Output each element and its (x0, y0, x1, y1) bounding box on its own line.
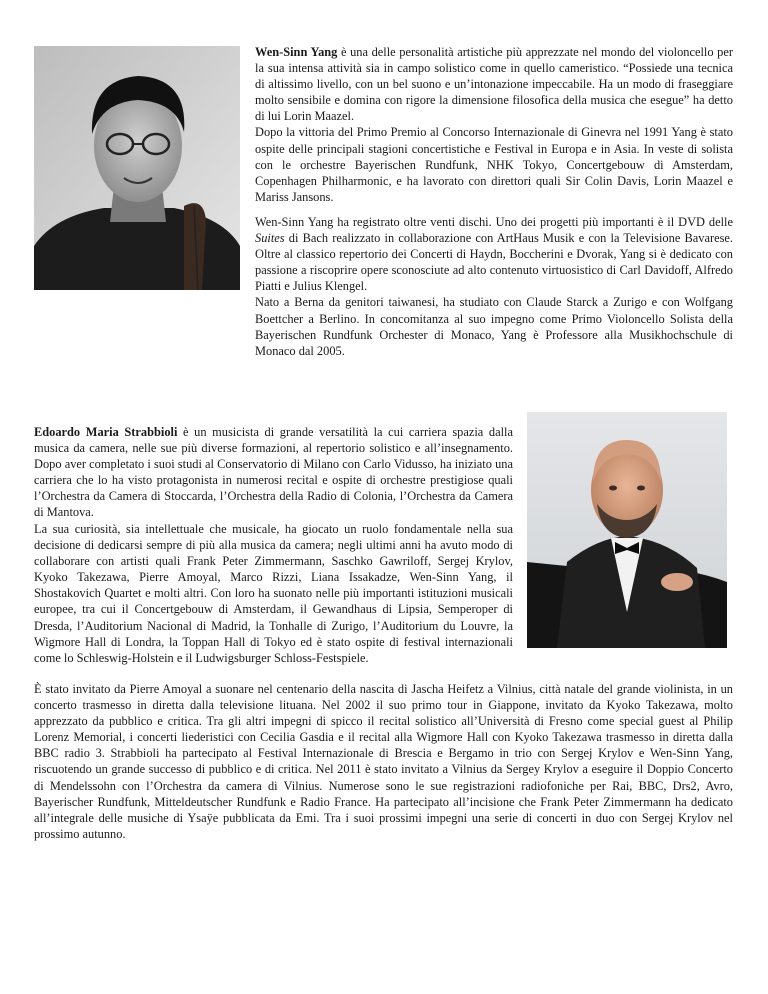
strabbioli-paragraph-3: È stato invitato da Pierre Amoyal a suonare nel centenario della nascita di Jascha Heifetz a Vilnius, città natale del grande violinista, in un concerto trasmesso in diretta dalla televisione lituana. Nel 2002 il suo primo tour in Giappone, invitato da Kyoko Takezawa, molto apprezzato da pubblico e critica. Tra gli altri impegni di spicco il recital solistico all’Università di Fresno come special guest al Philip Lorenz Memorial, i concerti liederistici con Cecilia Gasdia e il recital alla Wigmore Hall con Kyoko Takezawa trasmesso in diretta dalla BBC radio 3. Strabbioli ha partecipato al Festival Internazionale di Brescia e Bergamo in trio con Sergej Krylov e Wen-Sinn Yang, riscuotendo un grande successo di pubblico e di critica. Nel 2011 è stato invitato a Vilnius da Sergey Krylov a eseguire il Doppio Concerto di Mendelssohn con l’Orchestra da camera di Vilnius. Numerose sono le sue registrazioni radiofoniche per Rai, BBC, Drs2, Avro, Bayerischer Rundfunk, Mitteldeutscher Rundfunk e Radio France. Ha partecipato all’incisione che Frank Peter Zimmermann ha dedicato all’integrale delle musiche di Ysaÿe pubblicata da Emi. Tra i suoi prossimi impegni una serie di concerti in duo con Sergej Krylov nel prossimo autunno. (34, 682, 733, 841)
yang-p3-text-a: Wen-Sinn Yang ha registrato oltre venti dischi. Uno dei progetti più importanti è il DVD delle (255, 214, 733, 229)
strabbioli-bio-engagements (34, 681, 733, 842)
strabbioli-paragraph-2: La sua curiosità, sia intellettuale che musicale, ha giocato un ruolo fondamentale nella sua decisione di dedicarsi sempre di più alla musica da camera; negli ultimi anni ha avuto modo di collaborare con artisti quali Frank Peter Zimmermann, Saschko Gawriloff, Sergej Krylov, Kyoko Takezawa, Pierre Amoyal, Marco Rizzi, Liana Issakadze, Wen-Sinn Yang, il Shostakovich Quartet e molti altri. Con loro ha suonato nelle più importanti istituzioni musicali europee, tra cui il Concertgebouw di Amsterdam, il Gewandhaus di Lipsia, Semperoper di Dresda, l’Auditorium Nacional di Madrid, la Tonhalle di Zurigo, l’Auditorium du Louvre, la Wigmore Hall di Londra, la Toppan Hall di Tokyo ed è stato ospite di festival internazionali come lo Schleswig-Holstein e il Ludwigsburger Schloss-Festspiele. (34, 522, 513, 665)
yang-paragraph-3 (255, 214, 733, 294)
yang-suites-italic: Suites (255, 231, 285, 246)
strabbioli-bio-collaborations (34, 521, 513, 666)
strabbioli-p1-text: è un musicista di grande versatilità la cui carriera spazia dalla musica da camera, nelle sue più diverse formazioni, al repertorio solistico e all’insegnamento. Dopo aver completato i suoi studi al Conservatorio di Milano con Carlo Vidusso, ha iniziato una carriera che lo ha visto protagonista in numerosi recital e ospite di orchestre prestigiose quali l’Orchestra da Camera di Stoccarda, l’Orchestra della Radio di Colonia, l’Orchestra da Camera di Mantova. (34, 425, 513, 520)
yang-p3-text-b: di Bach realizzato in collaborazione con ArtHaus Musik e con la Televisione Bavarese. Oltre al classico repertorio dei Concerti di Haydn, Boccherini e Dvorak, Yang si è dedicato con passione a riscoprire opere sconosciute ad alto contenuto virtuosistico di Carl Davidoff, Alfredo Piatti e Julius Klengel. (255, 231, 733, 294)
yang-name: Wen-Sinn Yang (255, 45, 338, 59)
yang-paragraph-4: Nato a Berna da genitori taiwanesi, ha studiato con Claude Starck a Zurigo e con Wolfgang Boettcher a Berlino. In concomitanza al suo impegno come Primo Violoncello Solista della Bayerischen Rundfunk Orchester di Monaco, Yang è Professore alla Musikhochschule di Monaco dal 2005. (255, 295, 733, 358)
wen-sinn-yang-bio (255, 44, 733, 359)
yang-paragraph-1 (255, 44, 733, 124)
strabbioli-name: Edoardo Maria Strabbioli (34, 425, 178, 439)
strabbioli-bio-intro (34, 424, 513, 521)
wen-sinn-yang-photo (34, 46, 240, 290)
edoardo-strabbioli-photo (527, 412, 727, 648)
strabbioli-paragraph-1 (34, 424, 513, 521)
yang-p1-text: è una delle personalità artistiche più apprezzate nel mondo del violoncello per la sua intensa attività sia in campo solistico come in quello cameristico. “Possiede una tecnica di altissimo livello, con un bel suono e un’intonazione impeccabile. Ha un modo di fraseggiare molto sensibile e domina con rigore la dimensione filosofica della musica che esegue” ha detto di lui Lorin Maazel. (255, 45, 733, 124)
yang-paragraph-2: Dopo la vittoria del Primo Premio al Concorso Internazionale di Ginevra nel 1991 Yang è stato ospite delle principali stagioni concertistiche e Festival in Europa e in Asia. In veste di solista con le orchestre Bayerischen Rundfunk, NHK Tokyo, Concertgebouw di Amsterdam, Copenhagen Philharmonic, e ha lavorato con direttori quali Sir Colin Davis, Lorin Maazel e Mariss Jansons. (255, 125, 733, 204)
